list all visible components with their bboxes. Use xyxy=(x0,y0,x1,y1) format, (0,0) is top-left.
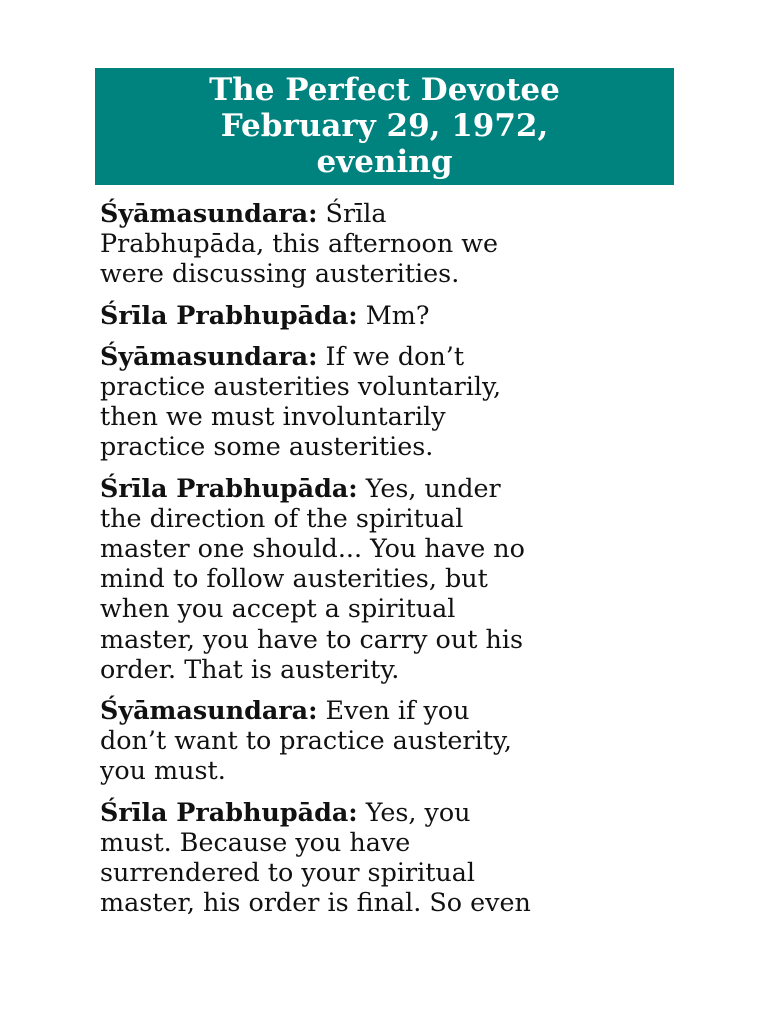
speaker-name: Śrīla Prabhupāda: xyxy=(100,796,358,827)
dialogue-line: then we must involuntarily xyxy=(100,401,446,432)
speaker-name: Śyāmasundara: xyxy=(100,695,318,726)
title-line-1: The Perfect Devotee xyxy=(209,72,560,108)
dialogue-paragraph xyxy=(100,797,680,918)
dialogue-first-line xyxy=(100,473,680,503)
dialogue-line: master, his order is final. So even xyxy=(100,887,531,918)
dialogue-paragraph xyxy=(100,300,680,330)
dialogue-first-line xyxy=(100,300,680,330)
dialogue-text: Yes, you xyxy=(357,796,471,827)
dialogue-first-line xyxy=(100,198,680,228)
dialogue-paragraph xyxy=(100,198,680,289)
dialogue-text: If we don’t xyxy=(317,340,465,371)
dialogue-text: Yes, under xyxy=(357,472,501,503)
dialogue-line: master one should... You have no xyxy=(100,533,525,564)
dialogue-first-line xyxy=(100,797,680,827)
title-banner xyxy=(95,68,674,185)
title-line-3: evening xyxy=(316,144,453,180)
dialogue-line: were discussing austerities. xyxy=(100,258,460,289)
dialogue-line: surrendered to your spiritual xyxy=(100,857,476,888)
dialogue-text: Even if you xyxy=(317,695,470,726)
speaker-name: Śyāmasundara: xyxy=(100,340,318,371)
dialogue-line: practice austerities voluntarily, xyxy=(100,371,502,402)
dialogue-line: practice some austerities. xyxy=(100,431,434,462)
transcript-body xyxy=(100,198,680,928)
dialogue-line: the direction of the spiritual xyxy=(100,502,464,533)
dialogue-text: Śrīla xyxy=(317,198,387,228)
dialogue-paragraph xyxy=(100,695,680,786)
speaker-name: Śyāmasundara: xyxy=(100,198,318,228)
title-line-2: February 29, 1972, xyxy=(220,108,549,144)
dialogue-first-line xyxy=(100,341,680,371)
dialogue-line: order. That is austerity. xyxy=(100,653,400,684)
dialogue-line: you must. xyxy=(100,755,226,786)
dialogue-first-line xyxy=(100,695,680,725)
dialogue-line: mind to follow austerities, but xyxy=(100,563,488,594)
dialogue-line: Prabhupāda, this afternoon we xyxy=(100,228,499,259)
dialogue-line: when you accept a spiritual xyxy=(100,593,456,624)
dialogue-text: Mm? xyxy=(357,299,430,330)
speaker-name: Śrīla Prabhupāda: xyxy=(100,472,358,503)
dialogue-line: must. Because you have xyxy=(100,826,411,857)
dialogue-paragraph xyxy=(100,341,680,462)
dialogue-paragraph xyxy=(100,473,680,684)
speaker-name: Śrīla Prabhupāda: xyxy=(100,299,358,330)
dialogue-line: don’t want to practice austerity, xyxy=(100,725,512,756)
dialogue-line: master, you have to carry out his xyxy=(100,623,523,654)
